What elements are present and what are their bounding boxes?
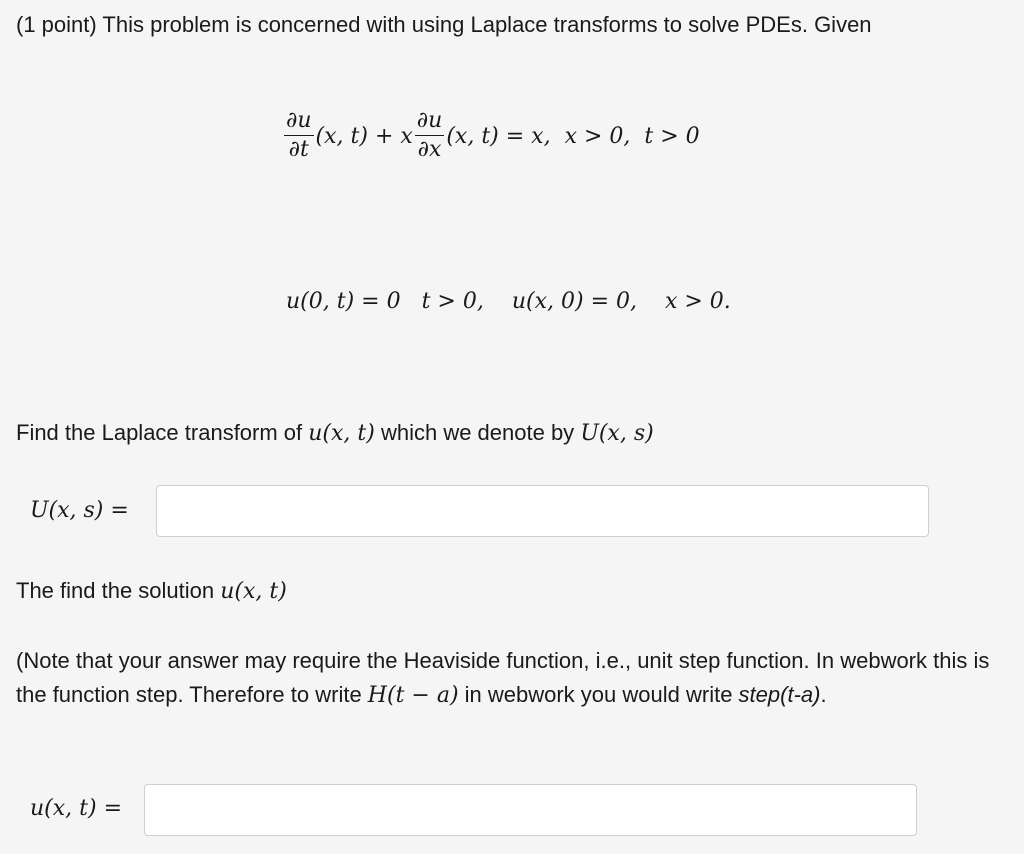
solution-answer-input[interactable]: [144, 784, 917, 836]
heaviside-note: [16, 644, 1016, 713]
step-function-example: step(t-a): [738, 682, 821, 707]
pde-condition-t: t > 0: [644, 123, 700, 149]
transform-answer-input[interactable]: [156, 485, 929, 537]
solution-prompt-prefix: The find the solution: [16, 578, 221, 603]
note-part-1: (Note that your answer may require the Heaviside function, i.e., unit step function. In webwork this is the function step. Therefore to write: [16, 648, 990, 707]
solution-answer-label: u(x, t) =: [30, 796, 122, 821]
fraction-denominator: ∂x: [417, 137, 442, 162]
partial-u-partial-t-fraction: [284, 108, 314, 164]
laplace-prompt-middle: which we denote by: [374, 420, 581, 445]
pde-rhs: = x,: [498, 123, 551, 149]
fraction-numerator: ∂u: [284, 108, 314, 136]
fraction-numerator: ∂u: [415, 108, 445, 136]
heaviside-math: H(t − a): [367, 683, 459, 708]
pde-condition-x: x > 0,: [564, 123, 631, 149]
problem-intro: (1 point) This problem is concerned with using Laplace transforms to solve PDEs. Given: [16, 12, 872, 37]
boundary-conditions: [286, 284, 731, 320]
fraction-denominator: ∂t: [288, 137, 309, 162]
partial-u-partial-x-fraction: [415, 108, 445, 164]
transform-answer-label: U(x, s) =: [30, 498, 129, 523]
u-xt-math: u(x, t): [308, 421, 375, 446]
U-xs-math: U(x, s): [580, 421, 654, 446]
pde-equation: [282, 98, 700, 174]
laplace-prompt-prefix: Find the Laplace transform of: [16, 420, 309, 445]
pde-args-1: (x, t): [315, 123, 368, 149]
note-part-2: in webwork you would write: [458, 682, 739, 707]
pde-x-coefficient: x: [400, 123, 413, 149]
pde-args-2: (x, t): [446, 123, 499, 149]
bc-part-4: x > 0.: [664, 289, 731, 314]
note-part-3: .: [820, 682, 827, 707]
laplace-prompt: [16, 416, 654, 451]
bc-part-1: u(0, t) = 0: [286, 289, 401, 314]
solution-prompt: [16, 574, 287, 609]
bc-part-2: t > 0,: [421, 289, 484, 314]
u-xt-math: u(x, t): [220, 579, 287, 604]
bc-part-3: u(x, 0) = 0,: [511, 289, 637, 314]
pde-plus: +: [367, 123, 401, 149]
